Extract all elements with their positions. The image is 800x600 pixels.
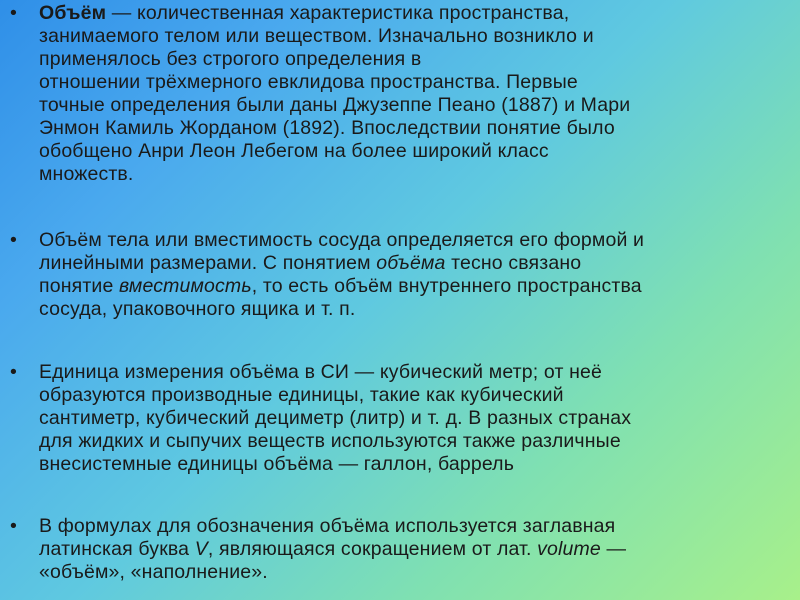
- text-line: обобщено Анри Леон Лебегом на более широкий класс: [39, 140, 549, 162]
- emphasis-latin-word: volume: [537, 538, 601, 560]
- text-line: внесистемные единицы объёма — галлон, баррель: [39, 453, 515, 475]
- text-line: • В формулах для обозначения объёма используется заглавная: [39, 515, 616, 537]
- text-line: • Объём тела или вместимость сосуда определяется его формой и: [39, 229, 645, 251]
- text-line: [39, 275, 792, 298]
- text-segment: понятие: [39, 275, 120, 297]
- text-segment: , то есть объём внутреннего пространства: [251, 275, 642, 297]
- bullet-paragraph-notation: [10, 515, 792, 584]
- text-segment: тесно связано: [445, 252, 582, 274]
- text-segment: линейными размерами. С понятием: [39, 252, 377, 274]
- emphasis-symbol-v: V: [194, 538, 208, 560]
- text-line: сосуда, упаковочного ящика и т. п.: [39, 298, 356, 320]
- text-line: отношении трёхмерного евклидова пространства. Первые: [39, 71, 578, 93]
- bullet-paragraph-units: [10, 361, 792, 476]
- text-line: точные определения были даны Джузеппе Пеано (1887) и Мари: [39, 94, 631, 116]
- text-line: сантиметр, кубический дециметр (литр) и т. д. В разных странах: [39, 407, 632, 429]
- text-segment: , являющаяся сокращением от лат.: [207, 538, 538, 560]
- text-line: множеств.: [39, 163, 134, 185]
- text-line: образуются производные единицы, такие как кубический: [39, 384, 564, 406]
- text-line: • Единица измерения объёма в СИ — кубический метр; от неё: [39, 361, 603, 383]
- text-line: для жидких и сыпучих веществ используются также различные: [39, 430, 621, 452]
- text-line: Энмон Камиль Жорданом (1892). Впоследствии понятие было: [39, 117, 615, 139]
- text-segment: — количественная характеристика пространства,: [106, 2, 570, 24]
- term-volume: Объём: [39, 2, 107, 24]
- text-line: применялось без строгого определения в: [39, 48, 422, 70]
- text-line: занимаемого телом или веществом. Изначально возникло и: [39, 25, 594, 47]
- bullet-list: [10, 2, 792, 584]
- text-line: [39, 538, 792, 561]
- bullet-paragraph-capacity: [10, 229, 792, 321]
- text-line: [39, 2, 792, 25]
- text-line: [39, 252, 792, 275]
- text-segment: латинская буква: [39, 538, 195, 560]
- bullet-paragraph-definition: [10, 2, 792, 186]
- emphasis-capacity: вместимость: [119, 275, 252, 297]
- text-line: «объём», «наполнение».: [39, 561, 268, 583]
- emphasis-volume: объёма: [376, 252, 446, 274]
- text-segment: —: [600, 538, 627, 560]
